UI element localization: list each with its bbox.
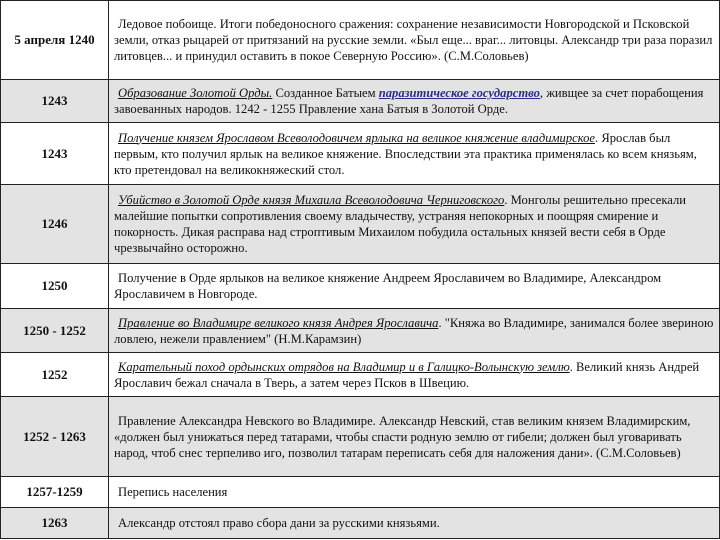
- table-row: [1, 123, 720, 185]
- event-cell: [109, 80, 720, 123]
- date-cell: 5 апреля 1240: [1, 1, 109, 80]
- event-text: . Ярослав был первым, кто получил ярлык на великое княжение. Впоследствии эта практика применялась ко всем князьям, кто претендовал на великокняжеский стол.: [114, 130, 697, 177]
- table-row: [1, 477, 720, 508]
- table-row: [1, 1, 720, 80]
- event-link[interactable]: Получение князем Ярославом Всеволодовичем ярлыка на великое княжение владимирское: [118, 130, 596, 145]
- table-row: [1, 264, 720, 309]
- table-row: [1, 397, 720, 477]
- table-row: [1, 508, 720, 539]
- event-cell: [109, 185, 720, 264]
- event-text: Перепись населения: [118, 485, 228, 499]
- event-link[interactable]: Карательный поход ордынских отрядов на Владимир и в Галицко-Волынскую землю: [118, 359, 570, 374]
- date-cell: 1246: [1, 185, 109, 264]
- table-row: [1, 309, 720, 353]
- event-text: Созданное Батыем: [272, 86, 379, 100]
- event-link[interactable]: Образование Золотой Орды.: [118, 86, 273, 100]
- table-row: [1, 185, 720, 264]
- event-text: . Великий князь Андрей Ярославич бежал сначала в Тверь, а затем через Псков в Швецию.: [114, 359, 700, 390]
- table-row: [1, 353, 720, 397]
- event-cell: [109, 1, 720, 80]
- event-cell: [109, 309, 720, 353]
- date-cell: 1243: [1, 123, 109, 185]
- date-cell: 1252: [1, 353, 109, 397]
- event-link[interactable]: паразитическое государство: [378, 86, 540, 100]
- date-cell: 1252 - 1263: [1, 397, 109, 477]
- event-text: Ледовое побоище. Итоги победоносного сражения: сохранение независимости Новгородской и Псковской земли, отказ рыцарей от притязаний на русские земли. «Был еще... враг... литовцы. Александр три раза поразил литовцев... и принудил оставить в покое Северную Россию». (С.М.Соловьев): [114, 17, 713, 63]
- event-text: Правление Александра Невского во Владимире. Александр Невский, став великим князем Владимирским, «должен был унижаться перед татарами, чтобы спасти родную землю от гибели; должен был уговаривать народ, чтоб снес терпеливо иго, позволил татарам переписать себя для наложения дани». (С.М.Соловьев): [114, 413, 691, 460]
- event-text: . Монголы решительно пресекали малейшие попытки сопротивления своему владычеству, устраняя непокорных и поощряя смирение и покорность. Дикая расправа над строптивым Михаилом побудила остальных князей вести себя в Орде чрезвычайно осторожно.: [114, 193, 687, 255]
- table-row: [1, 80, 720, 123]
- event-text: . "Княжа во Владимире, занимался более звериною ловлею, нежели правлением" (Н.М.Карамзин): [114, 315, 714, 346]
- event-text: Получение в Орде ярлыков на великое княжение Андреем Ярославичем во Владимире, Александром Ярославичем в Новгороде.: [114, 271, 662, 301]
- event-cell: [109, 397, 720, 477]
- event-link[interactable]: Правление во Владимире великого князя Андрея Ярославича: [118, 315, 439, 330]
- event-cell: [109, 508, 720, 539]
- event-cell: [109, 477, 720, 508]
- date-cell: 1243: [1, 80, 109, 123]
- date-cell: 1250 - 1252: [1, 309, 109, 353]
- event-text: Александр отстоял право сбора дани за русскими князьями.: [118, 516, 440, 530]
- event-cell: [109, 353, 720, 397]
- event-cell: [109, 123, 720, 185]
- date-cell: 1257-1259: [1, 477, 109, 508]
- event-cell: [109, 264, 720, 309]
- event-text: , живщее за счет порабощения завоеванных народов. 1242 - 1255 Правление хана Батыя в Золотой Орде.: [114, 86, 704, 116]
- date-cell: 1250: [1, 264, 109, 309]
- date-cell: 1263: [1, 508, 109, 539]
- event-link[interactable]: Убийство в Золотой Орде князя Михаила Всеволодовича Черниговского: [118, 193, 505, 207]
